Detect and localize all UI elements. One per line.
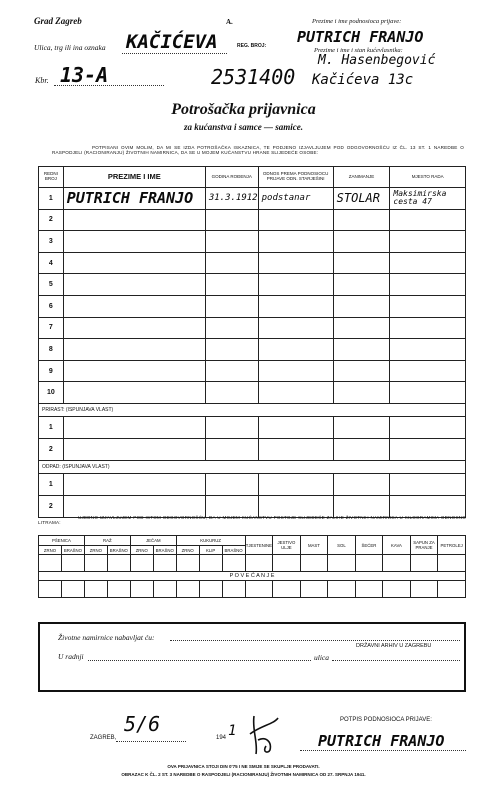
group-wheat: PŠENICA xyxy=(39,536,85,546)
sub-col: BRAŠNO xyxy=(222,546,245,555)
cell-relation xyxy=(258,274,333,296)
row-num: 3 xyxy=(39,231,64,253)
other-soap: SAPUN ZA PRANJE xyxy=(410,536,438,555)
year-prefix: 194 xyxy=(216,735,227,741)
cell-year xyxy=(205,360,258,382)
increase-label: PRIRAST: (ISPUNJAVA VLAST) xyxy=(39,403,466,416)
col-year: GODINA ROĐENJA xyxy=(205,167,258,188)
col-occupation: ZANIMANJE xyxy=(333,167,390,188)
table-row xyxy=(39,231,466,253)
table-row xyxy=(39,339,466,361)
cell-name xyxy=(63,360,205,382)
row-num: 7 xyxy=(39,317,64,339)
reg-number: 2531400 xyxy=(211,65,296,89)
sub-col: ZRNO xyxy=(130,546,153,555)
cell-occupation xyxy=(333,339,390,361)
cell-occupation xyxy=(333,252,390,274)
other-sugar: ŠEĆER xyxy=(355,536,383,555)
cell-relation xyxy=(258,317,333,339)
cell-relation xyxy=(258,295,333,317)
cell-year: 31.3.1912 xyxy=(205,188,258,210)
col-relation: ODNOS PREMA PODNOSIOCU PRIJAVE ODN. STARJEŠINI xyxy=(258,167,333,188)
cell-name xyxy=(63,339,205,361)
row-num: 4 xyxy=(39,252,64,274)
row-num: 9 xyxy=(39,360,64,382)
cell-workplace xyxy=(390,339,466,361)
cell-year xyxy=(205,209,258,231)
form-letter: A. xyxy=(226,18,233,26)
shop-in-label: U radnji xyxy=(58,652,84,661)
sub-col: ZRNO xyxy=(84,546,107,555)
decrease-label: ODPAD: (ISPUNJAVA VLAST) xyxy=(39,460,466,473)
cell-name xyxy=(63,274,205,296)
cell-relation xyxy=(258,360,333,382)
cell-name xyxy=(63,209,205,231)
increase-row-num: 2 xyxy=(39,438,64,460)
footnote-form: OBRAZAC K ČL. 2 ST. 3 NAREDBE O RASPODJELI (RACIONIRANJU) ŽIVOTNIH NAMIRNICA OD 27. SRPNJA 1941. xyxy=(121,772,366,777)
place-label: ZAGREB, xyxy=(90,735,117,741)
household-table xyxy=(38,166,466,518)
cell-relation xyxy=(258,382,333,404)
col-num: REDNI BROJ xyxy=(39,167,64,188)
supplies-table xyxy=(38,535,466,598)
applicant-label: Prezime i ime podnosioca prijave: xyxy=(312,18,402,25)
cell-workplace xyxy=(390,360,466,382)
decrease-row-num: 1 xyxy=(39,473,64,495)
cell-occupation xyxy=(333,274,390,296)
intro-text: POTPISANI OVIM MOLIM, DA MI SE IZDA POTROŠAČKA ISKAZNICA, TE PODJENO IZJAVLJUJEM POD ODGOVORNOŠĆU IZ ČL. 13 ST. 1 NAREDBE O RASPODJELI (RACIONIRANJU) ŽIVOTNIH NAMIRNICA, DA SE U MOJEM KUĆANSTVU HRANE SLIJEDEĆE OSOBE: xyxy=(52,145,464,156)
col-name: PREZIME I IME xyxy=(63,167,205,188)
cell-name xyxy=(63,252,205,274)
cell-name xyxy=(63,295,205,317)
cell-workplace xyxy=(390,209,466,231)
cell-workplace xyxy=(390,274,466,296)
table-row xyxy=(39,295,466,317)
cell-year xyxy=(205,252,258,274)
increase-heading: P O V E Ć A N J E xyxy=(39,572,466,581)
group-corn: KUKURUZ xyxy=(176,536,245,546)
cell-year xyxy=(205,382,258,404)
group-barley: JEČAM xyxy=(130,536,176,546)
cell-year xyxy=(205,317,258,339)
other-petroleum: PETROLEJ xyxy=(438,536,466,555)
row-num: 5 xyxy=(39,274,64,296)
cell-workplace xyxy=(390,295,466,317)
landlord-address: Kačićeva 13c xyxy=(312,72,414,88)
col-workplace: MJESTO RADA xyxy=(390,167,466,188)
cell-relation xyxy=(258,231,333,253)
cell-workplace xyxy=(390,382,466,404)
landlord-label: Prezime i ime i stan kućevlasnika: xyxy=(314,47,403,54)
cell-occupation xyxy=(333,382,390,404)
increase-row-num: 1 xyxy=(39,416,64,438)
house-value: 13-A xyxy=(60,63,109,87)
cell-occupation xyxy=(333,317,390,339)
row-num: 8 xyxy=(39,339,64,361)
cell-relation xyxy=(258,209,333,231)
reg-label: REG. BROJ: xyxy=(237,43,267,49)
cell-relation xyxy=(258,339,333,361)
footnote-price: OVA PRIJAVNICA STOJI DIN 0'75 I NE SMIJE SE SKUPLJE PRODAVATI. xyxy=(167,764,320,769)
table-row xyxy=(39,209,466,231)
form-subtitle: za kućanstva i samce — samice. xyxy=(184,122,303,132)
shop-label: Životne namirnice nabavljat ću: xyxy=(58,633,155,642)
cell-name xyxy=(63,317,205,339)
cell-workplace xyxy=(390,317,466,339)
signature-scribble xyxy=(248,712,284,758)
cell-relation: podstanar xyxy=(258,188,333,210)
row-num: 10 xyxy=(39,382,64,404)
street-label: Ulica, trg ili ina oznaka xyxy=(34,43,106,52)
sub-col: KLIP xyxy=(199,546,222,555)
cell-year xyxy=(205,231,258,253)
decrease-row-num: 2 xyxy=(39,495,64,517)
year-digit: 1 xyxy=(228,723,237,739)
date-value: 5/6 xyxy=(124,712,161,736)
cell-name xyxy=(63,382,205,404)
cell-relation xyxy=(258,252,333,274)
other-salt: SOL xyxy=(328,536,356,555)
group-rye: RAŽ xyxy=(84,536,130,546)
table-row xyxy=(39,360,466,382)
other-pasta: TJESTENINE xyxy=(245,536,273,555)
signature-label: POTPIS PODNOSIOCA PRIJAVE: xyxy=(340,717,432,723)
shop-street-label: ulica xyxy=(314,653,329,662)
cell-occupation xyxy=(333,295,390,317)
applicant-value: PUTRICH FRANJO xyxy=(297,28,424,46)
other-coffee: KAVA xyxy=(383,536,411,555)
cell-name xyxy=(63,231,205,253)
sub-col: BRAŠNO xyxy=(61,546,84,555)
table-row xyxy=(39,274,466,296)
archive-stamp: DRŽAVNI ARHIV U ZAGREBU xyxy=(356,643,432,649)
other-lard: MAST xyxy=(300,536,328,555)
sub-col: ZRNO xyxy=(39,546,62,555)
table-row xyxy=(39,317,466,339)
cell-year xyxy=(205,274,258,296)
sub-col: BRAŠNO xyxy=(153,546,176,555)
cell-workplace: Maksimirska cesta 47 xyxy=(390,188,466,210)
cell-occupation: STOLAR xyxy=(333,188,390,210)
table-row xyxy=(39,252,466,274)
cell-year xyxy=(205,295,258,317)
form-title: Potrošačka prijavnica xyxy=(171,101,316,118)
cell-occupation xyxy=(333,231,390,253)
table-row xyxy=(39,188,466,210)
cell-name: PUTRICH FRANJO xyxy=(63,188,205,210)
sub-col: ZRNO xyxy=(176,546,199,555)
cell-occupation xyxy=(333,360,390,382)
street-value: KAČIĆEVA xyxy=(126,31,218,53)
signature-value: PUTRICH FRANJO xyxy=(318,732,445,750)
row-num: 1 xyxy=(39,188,64,210)
city-label: Grad Zagreb xyxy=(34,16,82,26)
cell-workplace xyxy=(390,231,466,253)
other-oil: JESTIVO ULJE xyxy=(273,536,301,555)
cell-occupation xyxy=(333,209,390,231)
landlord-name: M. Hasenbegović xyxy=(318,53,436,68)
row-num: 2 xyxy=(39,209,64,231)
row-num: 6 xyxy=(39,295,64,317)
cell-workplace xyxy=(390,252,466,274)
cell-year xyxy=(205,339,258,361)
table-row xyxy=(39,382,466,404)
supplies-text: UJEDNO IZJAVLJUJEM POD ISTOM ODGOVORNOŠĆU, DA U MOJEM KUĆANSTVU POSTOJE SLIJEDEĆE ZALIHE ŽIVOTNIH NAMIRNICA U KILOGRAMIMA ODNOSNO LITRAMA: xyxy=(38,515,466,526)
sub-col: BRAŠNO xyxy=(107,546,130,555)
house-label: Kbr. xyxy=(35,76,49,85)
